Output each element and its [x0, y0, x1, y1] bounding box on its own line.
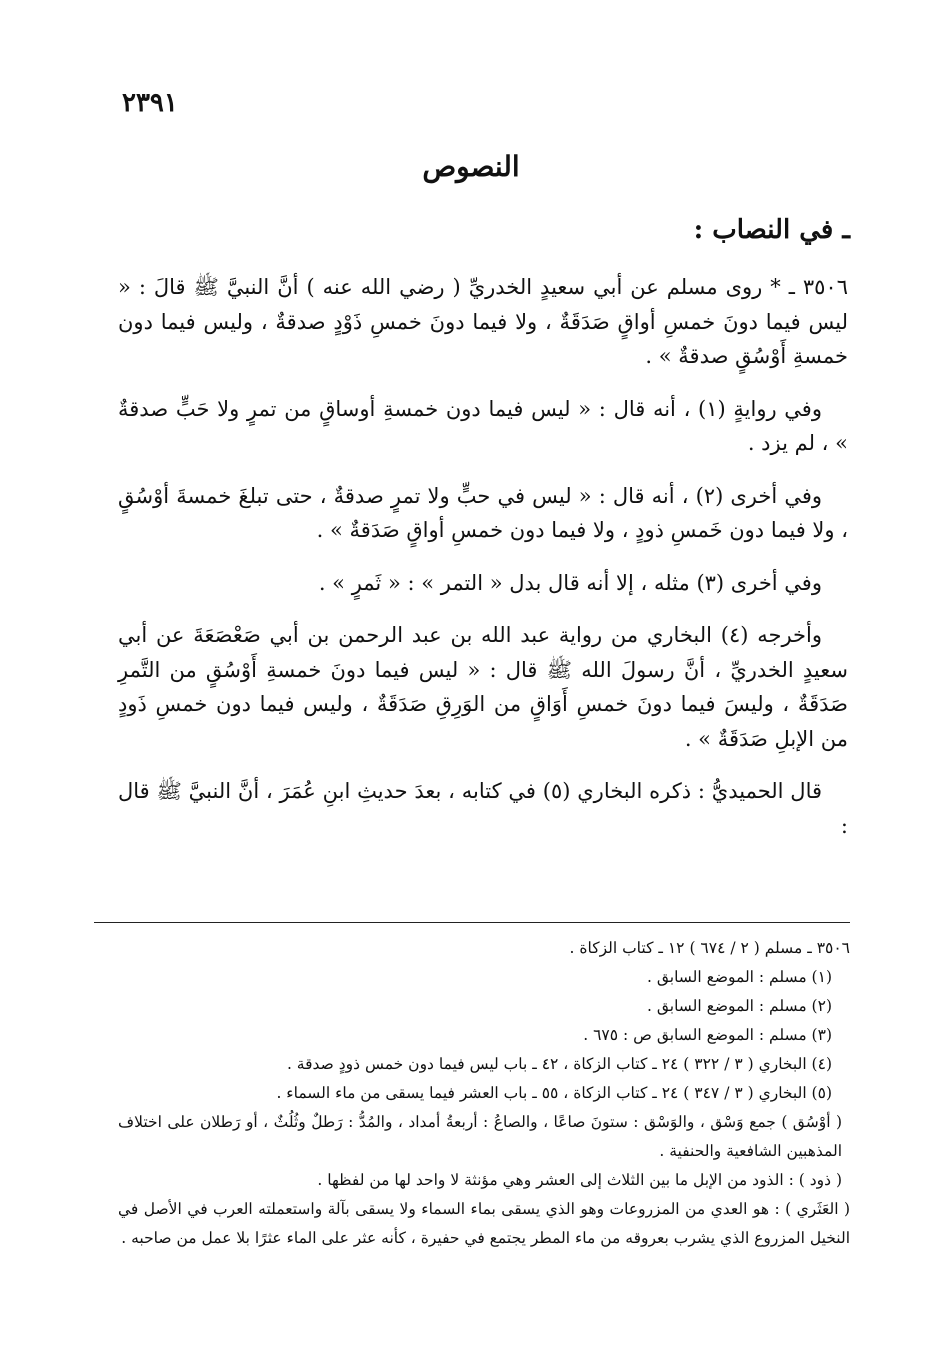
footnote-item: (١) مسلم : الموضع السابق .: [646, 968, 832, 986]
main-text: [118, 270, 848, 861]
gloss-note: ( العَثَري ) : هو العدي من المزروعات وهو الذي يسقى بماء السماء ولا يسقى بآلة واستعملته العرب في الأصل في النخيل المزروع الذي يشرب بعروقه من ماء المطر يجتمع في حفيرة ، كأنه عثر على الماء عثرًا بلا عمل من صاحبه .: [118, 1200, 850, 1247]
gloss-note: ( أوْسُق ) جمع وَسْق ، والوَسْق : ستونَ صاعًا ، والصاعُ : أربعةُ أمداد ، والمُدُّ : رَطلٌ وثُلُثٌ ، أو رَطلان على اختلاف المذهبين الشافعية والحنفية .: [118, 1113, 842, 1160]
footnote-divider: [94, 922, 850, 923]
footnote-item: (٥) البخاري ( ٣ / ٣٤٧ ) ٢٤ ـ كتاب الزكاة ، ٥٥ ـ باب العشر فيما يسقى من ماء السماء .: [276, 1084, 832, 1102]
section-title: النصوص: [422, 150, 520, 183]
sub-heading: ـ في النصاب :: [693, 215, 850, 245]
footnote-main: ٣٥٠٦ ـ مسلم ( ٢ / ٦٧٤ ) ١٢ ـ كتاب الزكاة .: [569, 939, 850, 957]
narration-paragraph: وأخرجه (٤) البخاري من رواية عبد الله بن عبد الرحمن بن أبي صَعْصَعَةَ عن أبي سعيدٍ الخدريِّ ، أنَّ رسولَ الله ﷺ قال : « ليس فيما دونَ خمسةِ أَوْسُقٍ من التَّمرِ صَدَقَةٌ ، وليسَ فيما دونَ خمسِ أَوَاقٍ من الوَرِقِ صَدَقَةٌ ، وليس فيما دون خمسِ ذَودٍ من الإبلِ صَدَقَةٌ » .: [118, 623, 848, 751]
footnotes: [118, 934, 850, 1253]
narration-paragraph: وفي أخرى (٣) مثله ، إلا أنه قال بدل « التمر » : « ثَمرٍ » .: [318, 570, 822, 595]
footnote-item: (٣) مسلم : الموضع السابق ص : ٦٧٥ .: [583, 1026, 832, 1044]
footnote-item: (٤) البخاري ( ٣ / ٣٢٢ ) ٢٤ ـ كتاب الزكاة ، ٤٢ ـ باب ليس فيما دون خمس ذودٍ صدقة .: [286, 1055, 832, 1073]
narration-paragraph: وفي روايةٍ (١) ، أنه قال : « ليس فيما دون خمسةِ أوساقٍ من تمرٍ ولا حَبٍّ صدقةٌ » ، لم يزد .: [118, 396, 848, 455]
hadith-paragraph: ٣٥٠٦ ـ * روى مسلم عن أبي سعيدٍ الخدريِّ ( رضي الله عنه ) أنَّ النبيَّ ﷺ قالَ : « ليس فيما دونَ خمسِ أواقٍ صَدَقَةٌ ، ولا فيما دونَ خمسِ ذَوْدٍ صدقةٌ ، وليس فيما دون خمسةِ أَوْسُقٍ صدقةٌ » .: [118, 275, 848, 368]
gloss-note: ( ذود ) : الذود من الإبل ما بين الثلاث إلى العشر وهي مؤنثة لا واحد لها من لفظها .: [317, 1171, 842, 1189]
narration-paragraph: وفي أخرى (٢) ، أنه قال : « ليس في حبٍّ ولا تمرٍ صدقةٌ ، حتى تبلغَ خمسةَ أوْسُقٍ ، ولا فيما دون خَمسِ ذودٍ ، ولا فيما دون خمسِ أواقٍ صَدَقةٌ » .: [118, 483, 848, 542]
page-number: ٢٣٩١: [122, 88, 178, 118]
footnote-item: (٢) مسلم : الموضع السابق .: [646, 997, 832, 1015]
narration-paragraph: قال الحميديُّ : ذكره البخاري (٥) في كتابه ، بعدَ حديثِ ابنِ عُمَرَ ، أنَّ النبيَّ ﷺ قال :: [118, 779, 848, 838]
